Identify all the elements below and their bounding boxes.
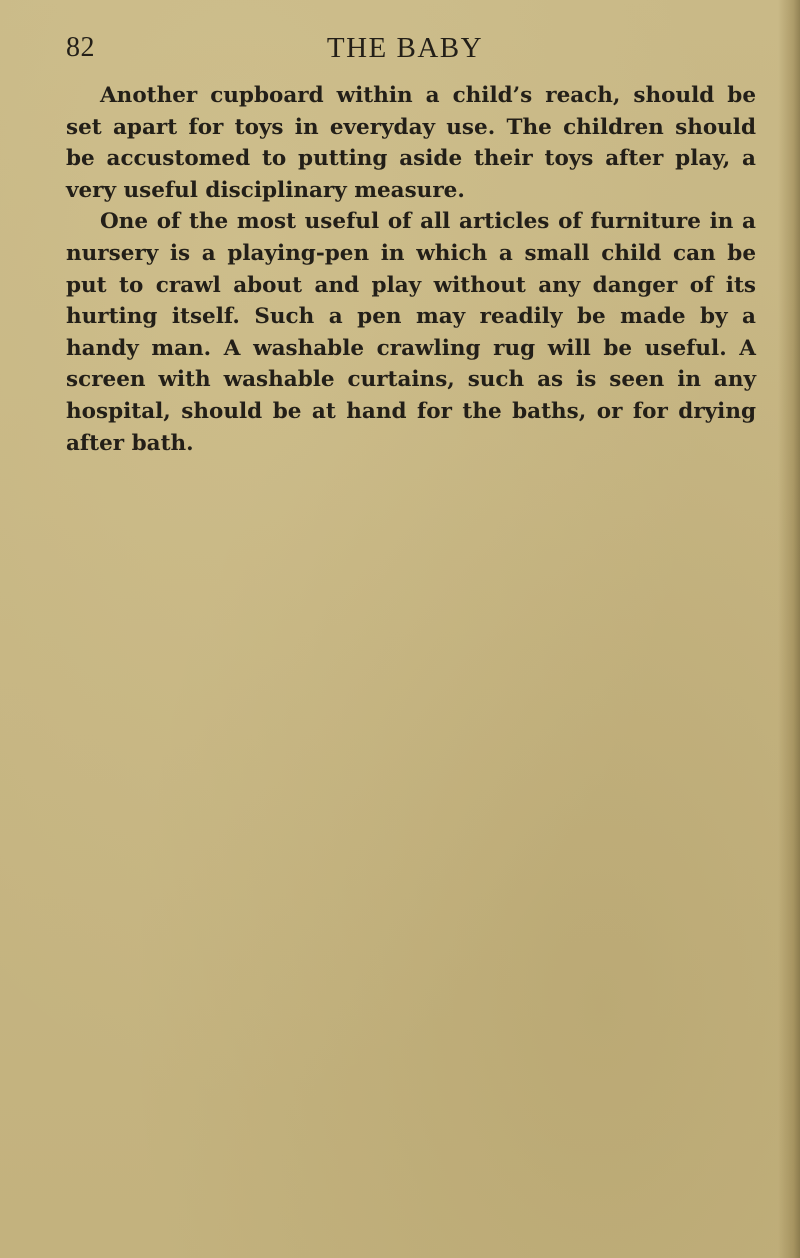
running-title: THE BABY — [326, 32, 484, 64]
paragraph: One of the most useful of all articles of furniture in a nursery is a playing-pen in which a small child can be put to crawl about and play without any danger of its hurting itself. Such a pen may readily be made by a handy man. A washable crawling rug will be useful. A screen with washable curtains, such as is seen in any hospital, should be at hand for the baths, or for drying after bath. — [66, 209, 756, 456]
page-header — [66, 30, 744, 74]
body-text — [66, 80, 756, 459]
paragraph: Another cupboard within a child’s reach, should be set apart for toys in everyday use. The children should be accustomed to putting aside their toys after play, a very useful disciplinary measure. — [66, 83, 756, 203]
page-edge-shadow — [778, 0, 800, 1258]
page-number: 82 — [66, 32, 95, 63]
